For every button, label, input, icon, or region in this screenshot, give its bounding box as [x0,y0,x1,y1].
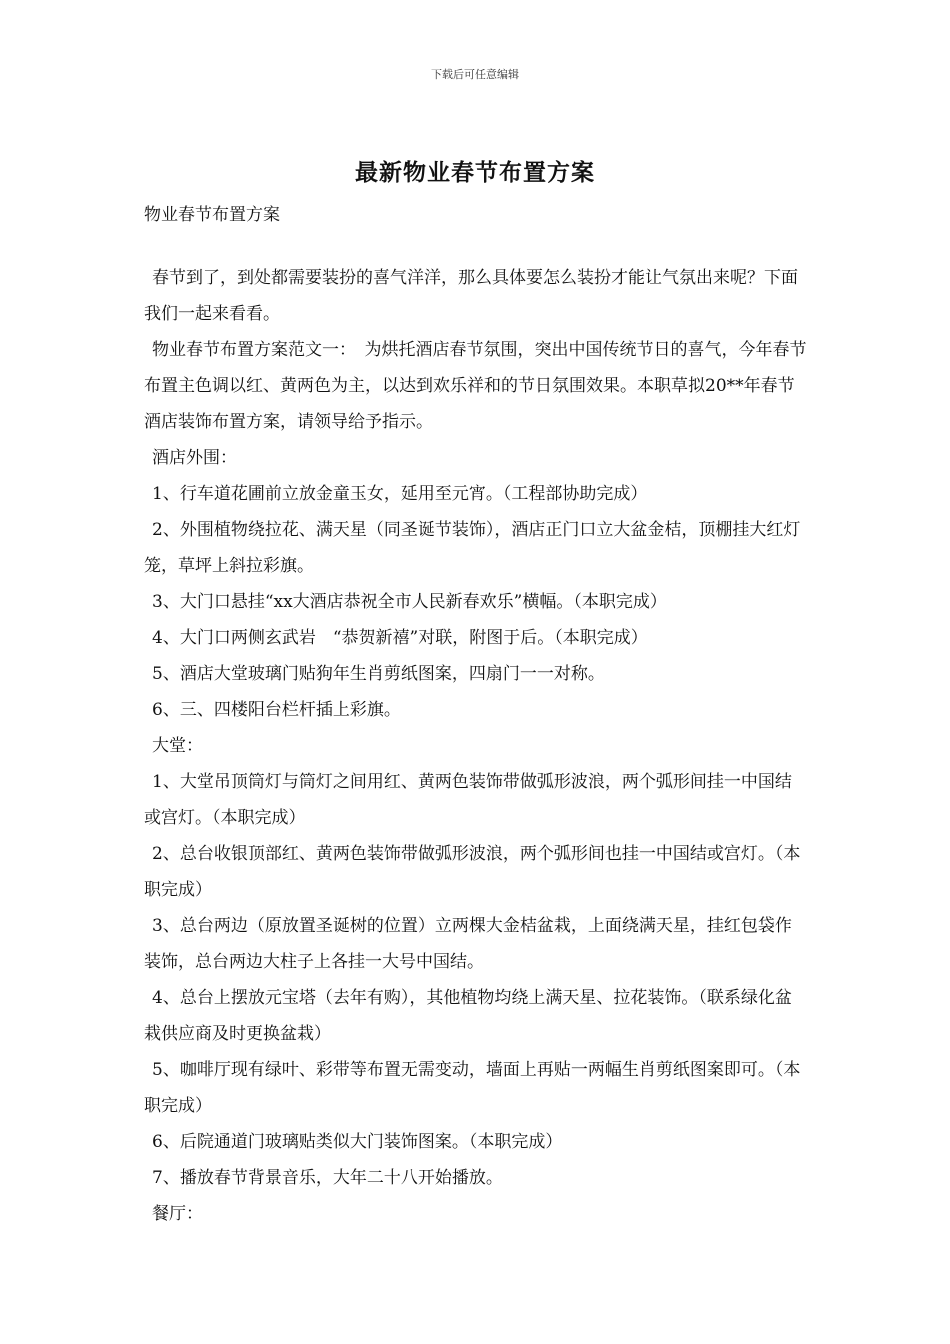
list-item: 4、大门口两侧玄武岩 “恭贺新禧”对联，附图于后。（本职完成） [152,628,648,648]
section-heading-restaurant: 餐厅： [152,1204,203,1224]
list-item: 1、大堂吊顶筒灯与筒灯之间用红、黄两色装饰带做弧形波浪，两个弧形间挂一中国结或宫灯。（本职完成） [144,772,792,828]
paragraph-sample-intro: 物业春节布置方案范文一： 为烘托酒店春节氛围，突出中国传统节日的喜气，今年春节布置主色调以红、黄两色为主，以达到欢乐祥和的节日氛围效果。本职草拟20**年春节酒店装饰布置方案，请领导给予指示。 [144,340,807,432]
list-item: 5、酒店大堂玻璃门贴狗年生肖剪纸图案，四扇门一一对称。 [152,664,605,684]
paragraph-intro: 春节到了，到处都需要装扮的喜气洋洋，那么具体要怎么装扮才能让气氛出来呢？下面我们一起来看看。 [144,268,798,324]
document-title: 最新物业春节布置方案 [355,159,595,186]
list-item: 2、总台收银顶部红、黄两色装饰带做弧形波浪，两个弧形间也挂一中国结或宫灯。（本职完成） [144,844,801,900]
document-subtitle: 物业春节布置方案 [144,205,280,225]
list-item: 6、后院通道门玻璃贴类似大门装饰图案。（本职完成） [152,1132,563,1152]
list-item: 1、行车道花圃前立放金童玉女，延用至元宵。（工程部协助完成） [152,484,648,504]
list-item: 6、三、四楼阳台栏杆插上彩旗。 [152,700,401,720]
list-item: 4、总台上摆放元宝塔（去年有购），其他植物均绕上满天星、拉花装饰。（联系绿化盆栽供应商及时更换盆栽） [144,988,792,1044]
list-item: 3、总台两边（原放置圣诞树的位置）立两棵大金桔盆栽，上面绕满天星，挂红包袋作装饰，总台两边大柱子上各挂一大号中国结。 [144,916,792,972]
list-item: 3、大门口悬挂“xx大酒店恭祝全市人民新春欢乐”横幅。（本职完成） [152,592,667,612]
section-heading-lobby: 大堂： [152,736,203,756]
list-item: 7、播放春节背景音乐，大年二十八开始播放。 [152,1168,503,1188]
list-item: 2、外围植物绕拉花、满天星（同圣诞节装饰），酒店正门口立大盆金桔，顶棚挂大红灯笼，草坪上斜拉彩旗。 [144,520,801,576]
document-body [144,260,808,1232]
section-heading-exterior: 酒店外围： [152,448,237,468]
list-item: 5、咖啡厅现有绿叶、彩带等布置无需变动，墙面上再贴一两幅生肖剪纸图案即可。（本职完成） [144,1060,801,1116]
page-header: 下载后可任意编辑 [431,68,519,81]
